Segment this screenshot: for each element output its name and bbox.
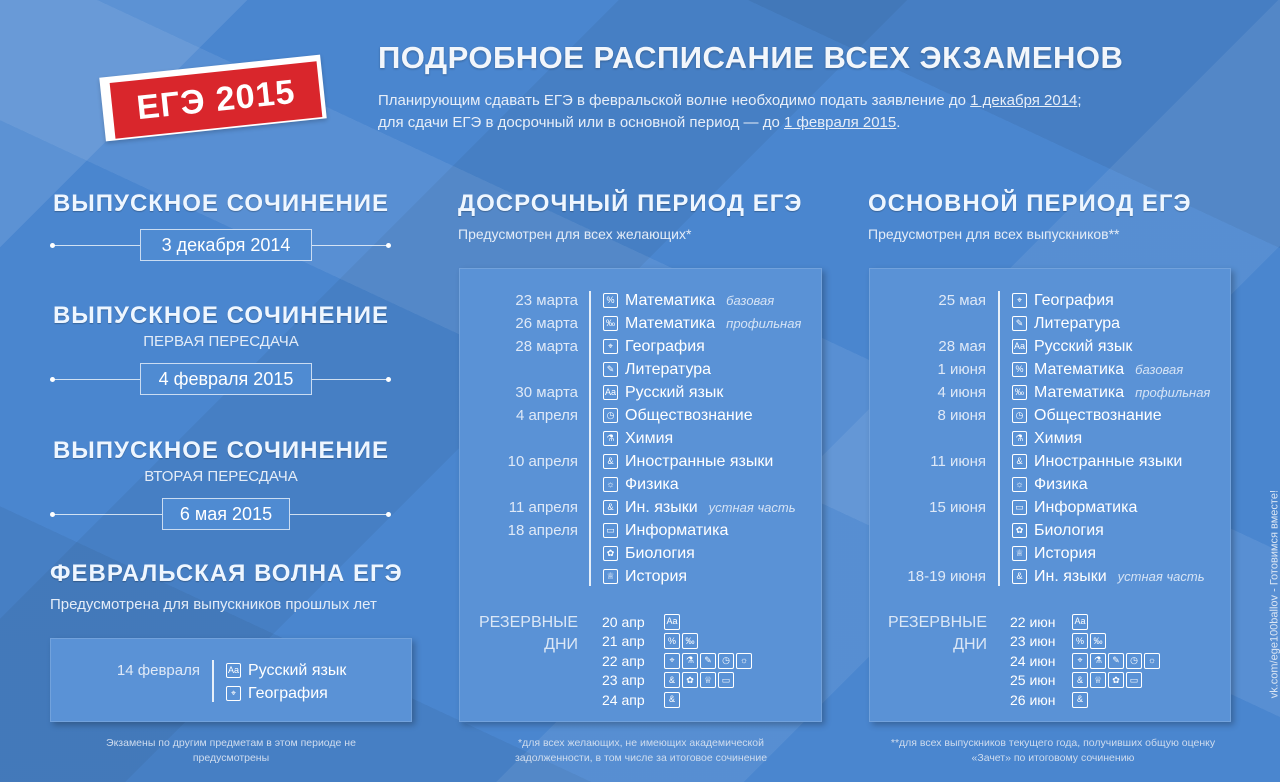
dot [50, 243, 55, 248]
early-title: ДОСРОЧНЫЙ ПЕРИОД ЕГЭ [458, 190, 803, 217]
deadline-1: 1 декабря 2014 [970, 92, 1078, 109]
math-profile-icon: ‰ [682, 633, 698, 649]
subject-row [603, 565, 801, 588]
exam-date: 11 апреля [508, 499, 578, 516]
essay-date: 4 февраля 2015 [140, 363, 312, 395]
subject-name: География [625, 337, 705, 355]
subject-name: География [248, 684, 328, 702]
math-base-icon: % [664, 633, 680, 649]
chemistry-icon: ⚗ [1090, 653, 1106, 669]
russian-icon: Aa [226, 663, 241, 678]
reserve-date: 26 июн [1010, 691, 1056, 708]
reserve-row [1010, 671, 1162, 691]
languages-icon: & [1012, 454, 1027, 469]
subject-row [226, 682, 346, 705]
essay-title: ВЫПУСКНОЕ СОЧИНЕНИЕ [52, 190, 390, 217]
history-icon: ♕ [603, 569, 618, 584]
subject-row [1012, 358, 1210, 381]
february-subjects [226, 659, 346, 705]
subject-name: Информатика [1034, 498, 1138, 516]
reserve-row [1010, 690, 1162, 710]
essay-block-3 [50, 437, 392, 485]
subject-row [1012, 519, 1210, 542]
essay-subtitle: ПЕРВАЯ ПЕРЕСДАЧА [143, 333, 299, 350]
subject-row [1012, 565, 1210, 588]
reserve-row [602, 651, 754, 671]
subject-name: Информатика [625, 521, 729, 539]
math-base-icon: % [1072, 633, 1088, 649]
subject-name: Биология [1034, 521, 1104, 539]
subject-row [603, 404, 801, 427]
subject-name: История [1034, 544, 1097, 562]
math-profile-icon: ‰ [603, 316, 618, 331]
date-separator [998, 291, 1000, 586]
chemistry-icon: ⚗ [603, 431, 618, 446]
exam-date: 10 апреля [507, 453, 578, 470]
main-footnote: **для всех выпускников текущего года, получивших общую оценку «Зачет» по итоговому сочинению [890, 737, 1216, 764]
subject-name: Математика [1034, 360, 1125, 378]
subject-row [603, 496, 801, 519]
geography-icon: ⌖ [664, 653, 680, 669]
exam-date: 26 марта [515, 315, 578, 332]
subject-row [603, 473, 801, 496]
exam-date [866, 427, 986, 450]
subject-row [1012, 312, 1210, 335]
subject-note: профильная [1135, 385, 1211, 400]
math-base-icon: % [603, 293, 618, 308]
reserve-date: 24 апр [602, 691, 645, 708]
math-profile-icon: ‰ [1012, 385, 1027, 400]
informatics-icon: ▭ [1012, 500, 1027, 515]
early-subjects [603, 289, 801, 588]
subject-name: Литература [1034, 314, 1121, 332]
main-reserve-days [1010, 612, 1162, 710]
geography-icon: ⌖ [1072, 653, 1088, 669]
exam-date [866, 312, 986, 335]
essay-title: ВЫПУСКНОЕ СОЧИНЕНИЕ [52, 302, 390, 329]
essay-block-1 [50, 190, 392, 218]
subject-name: История [625, 567, 688, 585]
exam-date: 8 июня [937, 407, 986, 424]
dot [386, 377, 391, 382]
page-title: ПОДРОБНОЕ РАСПИСАНИЕ ВСЕХ ЭКЗАМЕНОВ [378, 40, 1124, 75]
russian-icon: Aa [1072, 614, 1088, 630]
geography-icon: ⌖ [226, 686, 241, 701]
reserve-date: 24 июн [1010, 652, 1056, 669]
subject-note: базовая [726, 293, 775, 308]
subject-name: Биология [625, 544, 695, 562]
early-reserve-days [602, 612, 754, 710]
subject-name: Русский язык [625, 383, 724, 401]
exam-date [866, 542, 986, 565]
social-icon: ◷ [603, 408, 618, 423]
social-icon: ◷ [1126, 653, 1142, 669]
history-icon: ♕ [700, 672, 716, 688]
exam-date: 11 июня [930, 453, 986, 470]
history-icon: ♕ [1090, 672, 1106, 688]
physics-icon: ☼ [1012, 477, 1027, 492]
subject-row [603, 542, 801, 565]
main-subjects [1012, 289, 1210, 588]
subject-row [1012, 496, 1210, 519]
subject-name: Обществознание [1034, 406, 1162, 424]
subject-row [603, 289, 801, 312]
chemistry-icon: ⚗ [682, 653, 698, 669]
main-reserve-label: РЕЗЕРВНЫЕ ДНИ [887, 614, 987, 653]
early-subtitle: Предусмотрен для всех желающих* [458, 226, 692, 242]
subject-name: Математика [625, 314, 716, 332]
languages-icon: & [1072, 672, 1088, 688]
subject-name: Русский язык [248, 661, 347, 679]
subject-row [1012, 404, 1210, 427]
languages-icon: & [603, 454, 618, 469]
reserve-row [1010, 651, 1162, 671]
geography-icon: ⌖ [603, 339, 618, 354]
chemistry-icon: ⚗ [1012, 431, 1027, 446]
reserve-row [602, 632, 754, 652]
social-icon: ◷ [718, 653, 734, 669]
russian-icon: Aa [603, 385, 618, 400]
russian-icon: Aa [1012, 339, 1027, 354]
informatics-icon: ▭ [718, 672, 734, 688]
february-footnote: Экзамены по другим предметам в этом периоде не предусмотрены [106, 737, 356, 764]
subject-name: Ин. языки [1034, 567, 1107, 585]
exam-date: 1 июня [937, 361, 986, 378]
main-subtitle: Предусмотрен для всех выпускников** [868, 226, 1120, 242]
literature-icon: ✎ [1012, 316, 1027, 331]
languages-oral-icon: & [664, 692, 680, 708]
subject-row [1012, 335, 1210, 358]
subject-row [1012, 542, 1210, 565]
literature-icon: ✎ [1108, 653, 1124, 669]
subject-name: Литература [625, 360, 712, 378]
subject-row [603, 427, 801, 450]
physics-icon: ☼ [1144, 653, 1160, 669]
exam-date [458, 565, 578, 588]
languages-oral-icon: & [1072, 692, 1088, 708]
early-dates [458, 289, 578, 588]
subject-row [1012, 381, 1210, 404]
exam-date: 25 мая [938, 292, 986, 309]
languages-oral-icon: & [1012, 569, 1027, 584]
biology-icon: ✿ [603, 546, 618, 561]
literature-icon: ✎ [700, 653, 716, 669]
geography-icon: ⌖ [1012, 293, 1027, 308]
reserve-date: 21 апр [602, 633, 645, 650]
subject-name: Химия [625, 429, 674, 447]
languages-icon: & [664, 672, 680, 688]
main-dates [866, 289, 986, 588]
subject-name: Иностранные языки [625, 452, 774, 470]
essay-block-2 [50, 302, 392, 350]
languages-oral-icon: & [603, 500, 618, 515]
exam-date [866, 519, 986, 542]
physics-icon: ☼ [736, 653, 752, 669]
reserve-date: 25 июн [1010, 672, 1056, 689]
biology-icon: ✿ [1012, 523, 1027, 538]
subject-name: Физика [625, 475, 679, 493]
logo: ЕГЭ 2015 [110, 61, 323, 138]
early-footnote: *для всех желающих, не имеющих академической задолженности, в том числе за итоговое сочинение [514, 737, 768, 764]
reserve-date: 20 апр [602, 613, 645, 630]
date-separator [589, 291, 591, 586]
exam-date: 18-19 июня [907, 568, 986, 585]
exam-date [458, 542, 578, 565]
subject-name: Обществознание [625, 406, 753, 424]
subject-row [603, 335, 801, 358]
reserve-row [1010, 612, 1162, 632]
subject-row [1012, 427, 1210, 450]
exam-date [458, 358, 578, 381]
subject-name: Иностранные языки [1034, 452, 1183, 470]
intro-line-2: для сдачи ЕГЭ в досрочный или в основной период — до 1 февраля 2015. [378, 114, 901, 131]
biology-icon: ✿ [682, 672, 698, 688]
dot [50, 512, 55, 517]
exam-date: 23 марта [515, 292, 578, 309]
subject-name: Русский язык [1034, 337, 1133, 355]
exam-date: 18 апреля [507, 522, 578, 539]
essay-subtitle: ВТОРАЯ ПЕРЕСДАЧА [144, 468, 298, 485]
subject-row [1012, 473, 1210, 496]
exam-date [458, 427, 578, 450]
subject-name: Физика [1034, 475, 1088, 493]
reserve-row [602, 612, 754, 632]
subject-row [226, 659, 346, 682]
informatics-icon: ▭ [1126, 672, 1142, 688]
history-icon: ♕ [1012, 546, 1027, 561]
exam-date: 15 июня [929, 499, 986, 516]
february-subtitle: Предусмотрена для выпускников прошлых лет [50, 596, 377, 613]
exam-date: 28 марта [515, 338, 578, 355]
exam-date: 30 марта [515, 384, 578, 401]
reserve-date: 22 июн [1010, 613, 1056, 630]
subject-name: Математика [625, 291, 716, 309]
reserve-row [602, 671, 754, 691]
informatics-icon: ▭ [603, 523, 618, 538]
subject-row [1012, 450, 1210, 473]
subject-name: Математика [1034, 383, 1125, 401]
essay-date: 6 мая 2015 [162, 498, 290, 530]
math-profile-icon: ‰ [1090, 633, 1106, 649]
subject-note: профильная [726, 316, 802, 331]
exam-date: 28 мая [938, 338, 986, 355]
exam-date [458, 473, 578, 496]
russian-icon: Aa [664, 614, 680, 630]
essay-date: 3 декабря 2014 [140, 229, 312, 261]
early-reserve-label: РЕЗЕРВНЫЕ ДНИ [478, 614, 578, 653]
february-title: ФЕВРАЛЬСКАЯ ВОЛНА ЕГЭ [50, 560, 403, 587]
subject-row [603, 381, 801, 404]
biology-icon: ✿ [1108, 672, 1124, 688]
subject-note: базовая [1135, 362, 1184, 377]
subject-row [1012, 289, 1210, 312]
dot [386, 243, 391, 248]
reserve-row [1010, 632, 1162, 652]
deadline-2: 1 февраля 2015 [783, 114, 897, 131]
dot [386, 512, 391, 517]
main-title: ОСНОВНОЙ ПЕРИОД ЕГЭ [868, 190, 1192, 217]
math-base-icon: % [1012, 362, 1027, 377]
exam-date: 4 июня [937, 384, 986, 401]
literature-icon: ✎ [603, 362, 618, 377]
dot [50, 377, 55, 382]
essay-title: ВЫПУСКНОЕ СОЧИНЕНИЕ [52, 437, 390, 464]
physics-icon: ☼ [603, 477, 618, 492]
subject-name: География [1034, 291, 1114, 309]
subject-row [603, 358, 801, 381]
social-icon: ◷ [1012, 408, 1027, 423]
subject-row [603, 312, 801, 335]
subject-note: устная часть [708, 500, 796, 515]
reserve-date: 23 апр [602, 672, 645, 689]
exam-date: 4 апреля [515, 407, 578, 424]
reserve-date: 22 апр [602, 652, 645, 669]
subject-name: Химия [1034, 429, 1083, 447]
intro-line-1: Планирующим сдавать ЕГЭ в февральской волне необходимо подать заявление до 1 декабря 2014; [378, 92, 1082, 109]
subject-row [603, 519, 801, 542]
side-credit: vk.com/ege100ballov - Готовимся вместе! [1268, 490, 1280, 699]
reserve-date: 23 июн [1010, 633, 1056, 650]
exam-date [866, 473, 986, 496]
subject-name: Ин. языки [625, 498, 698, 516]
february-date: 14 февраля [116, 662, 200, 679]
subject-row [603, 450, 801, 473]
reserve-row [602, 690, 754, 710]
date-separator [212, 660, 214, 702]
subject-note: устная часть [1117, 569, 1205, 584]
